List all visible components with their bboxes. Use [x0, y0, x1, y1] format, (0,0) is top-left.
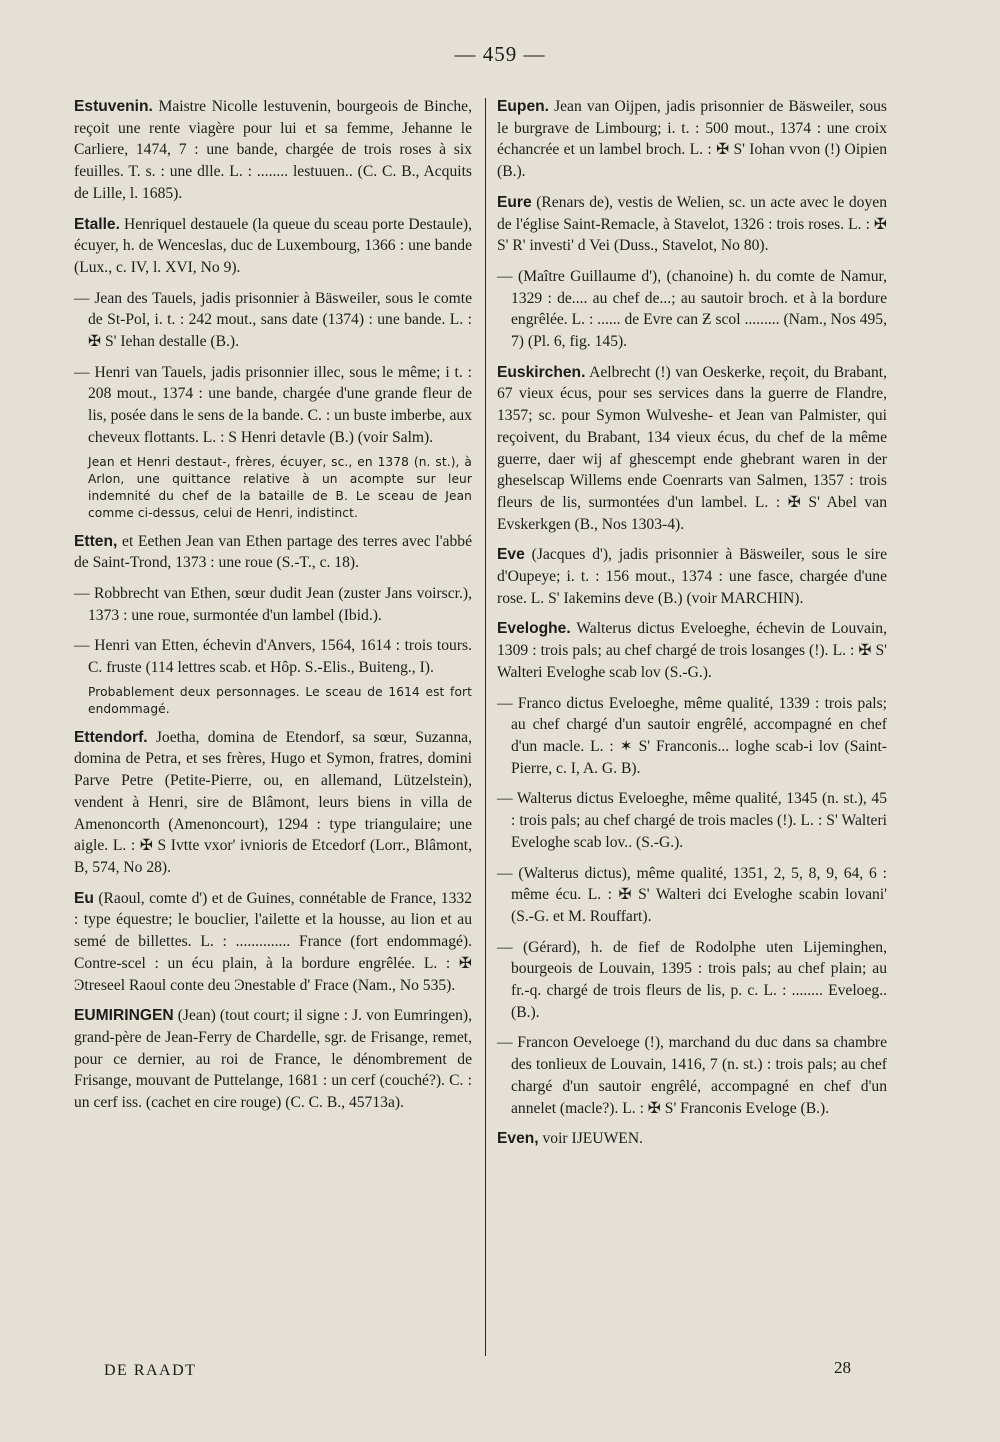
entry — [74, 96, 472, 205]
sub-entry — [497, 788, 887, 853]
footer-signature: 28 — [834, 1358, 851, 1377]
entry — [497, 96, 887, 183]
sub-entry — [497, 937, 887, 1024]
footnote — [88, 454, 472, 522]
sub-entry-text: — Henri van Etten, échevin d'Anvers, 1564, 1614 : trois tours. C. fruste (114 lettres scab. et Hôp. S.-Elis., Buiteng., I). — [74, 637, 472, 677]
entry-text: Maistre Nicolle lestuvenin, bourgeois de Binche, reçoit une rente viagère pour lui et sa femme, Jehanne le Carliere, 1474, 7 : une bande, chargée de trois roses à six feuilles. T. s. : une dlle. L. : ........ lestuuen.. (C. C. B., Acquits de Lille, l. 1685). — [74, 98, 472, 202]
sub-entry-text: — Jean des Tauels, jadis prisonnier à Bäsweiler, sous le comte de St-Pol, i. t. : 242 mout., sans date (1374) : une bande. L. : ✠ S' Iehan destalle (B.). — [74, 289, 472, 351]
sub-entry — [74, 583, 472, 626]
entry-headword: Estuvenin. — [74, 98, 153, 115]
column-divider — [485, 98, 486, 1356]
sub-entry — [497, 863, 887, 928]
page-number: — 459 — — [454, 42, 546, 66]
footnote-text: Probablement deux personnages. Le sceau de 1614 est fort endommagé. — [88, 684, 472, 716]
entry-headword: Eveloghe. — [497, 620, 571, 638]
entry-text: (Raoul, comte d') et de Guines, connétable de France, 1332 : type équestre; le bouclier, l'ailette et la housse, au lion et au semé de billettes. L. : .............. France (fort endommagé). Contre-scel : un écu plain, à la bordure engrêlée. L. : ✠ Ͽtreseel Raoul conte deu Ͽnestable d' Frace (Nam., No 535). — [74, 889, 472, 994]
entry-headword: Eve — [497, 546, 525, 564]
entry-headword: Eu — [74, 889, 94, 907]
entry-headword: Etalle. — [74, 215, 120, 233]
sub-entry-text: — (Maître Guillaume d'), (chanoine) h. du comte de Namur, 1329 : de.... au chef de...; au sautoir broch. et à la bordure engrêlée. L. : ...... de Evre can Ƶ scol ......... (Nam., Nos 495, 7) (Pl. 6, fig. 145). — [497, 267, 887, 351]
sub-entry — [497, 693, 887, 780]
entry-headword: Even, — [497, 1130, 539, 1148]
entry — [74, 214, 472, 279]
entry-headword: Euskirchen. — [497, 363, 586, 381]
entry-text: (Jean) (tout court; il signe : J. von Eumringen), grand-père de Jean-Ferry de Chardelle, sgr. de Frisange, remet, pour ce dernier, au roi de France, le dénombrement de Frisange, mouvant de Puttelange, 1681 : un cerf (couché?). C. : un cerf iss. (cachet en cire rouge) (C. C. B., 45713a). — [74, 1007, 472, 1112]
footnote-text: Jean et Henri destaut‑, frères, écuyer, sc., en 1378 (n. st.), à Arlon, une quittance relative à un acompte sur leur indemnité du chef de la bataille de B. Le sceau de Jean comme ci-dessus, celui de Henri, indistinct. — [88, 454, 472, 520]
sub-entry-text: — Henri van Tauels, jadis prisonnier illec, sous le même; i t. : 208 mout., 1374 : une bande, chargée d'une grande fleur de lis, posée dans le sens de la bande. C. : un buste imberbe, aux cheveux flottants. L. : S Henri detavle (B.) (voir Salm). — [74, 363, 472, 446]
sub-entry-text: — (Walterus dictus), même qualité, 1351, 2, 5, 8, 9, 64, 6 : même écu. L. : ✠ S' Walteri dci Eveloghe scabin lovani' (S.-G. et M. Rouffart). — [497, 864, 887, 925]
sub-entry — [497, 1032, 887, 1119]
entry-text: voir IJEUWEN. — [538, 1130, 643, 1148]
sub-entry-text: — Franco dictus Eveloeghe, même qualité, 1339 : trois pals; au chef chargé d'un sautoir engrêlé, accompagné en chef d'un macle. L. : ✶ S' Franconis... loghe scab‑i lov (Saint-Pierre, c. I, A. G. B). — [497, 694, 887, 777]
sub-entry — [74, 362, 472, 449]
entry-text: Joetha, domina de Etendorf, sa sœur, Suzanna, domina de Petra, et ses frères, Hugo et Symon, fratres, domini Parve Petre (Petite-Pierre, ou, en allemand, Lützelstein), vendent à Henri, sire de Blâmont, leurs biens in villa de Amenoncorth (Amenoncourt), 1294 : type triangulaire; une aigle. L. : ✠ S Ivtte vxor' ivnioris de Etcedorf (Lorr., Blâmont, B, 574, No 28). — [74, 728, 472, 876]
entry — [74, 531, 472, 574]
entry-headword: Eure — [497, 193, 532, 211]
entry — [74, 727, 472, 879]
entry — [497, 544, 887, 609]
entry — [74, 1005, 472, 1114]
entry-text: Walterus dictus Eveloeghe, échevin de Louvain, 1309 : trois pals; au chef chargé de trois losanges (!). L. : ✠ S' Walteri Eveloghe scab lov (S.-G.). — [497, 620, 887, 681]
sub-entry-text: — (Gérard), h. de fief de Rodolphe uten Lijeminghen, bourgeois de Louvain, 1395 : trois pals; au chef plain; au fr.-q. chargé de trois fleurs de lis, p. c. L. : ........ Eveloeg.. (B.). — [497, 938, 887, 1021]
entry — [497, 618, 887, 683]
entry-text: et Eethen Jean van Ethen partage des terres avec l'abbé de Saint-Trond, 1373 : une roue (S.-T., c. 18). — [74, 532, 472, 572]
entry-text: Jean van Oijpen, jadis prisonnier de Bäsweiler, sous le burgrave de Limbourg; i. t. : 500 mout., 1374 : une croix échancrée et un lambel broch. L. : ✠ S' Iohan vvon (!) Oipien (B.). — [497, 98, 887, 181]
footnote — [88, 684, 472, 718]
entry-text: (Renars de), vestis de Welien, sc. un acte avec le doyen de l'église Saint-Remacle, à Stavelot, 1326 : trois roses. L. : ✠ S' R' investi' d Vei (Duss., Stavelot, No 80). — [497, 193, 887, 255]
entry-headword: Etten, — [74, 532, 118, 550]
entry-headword: Ettendorf. — [74, 728, 148, 746]
entry-text: Henriquel destauele (la queue du sceau porte Destaule), écuyer, h. de Wenceslas, duc de Luxembourg, 1366 : une bande (Lux., c. IV, l. XVI, No 9). — [74, 215, 472, 276]
entry — [497, 1128, 887, 1150]
entry-headword: EUMIRINGEN — [74, 1007, 174, 1025]
footer-author: DE RAADT — [104, 1362, 197, 1379]
entry — [74, 888, 472, 997]
entry — [497, 192, 887, 257]
sub-entry-text: — Walterus dictus Eveloeghe, même qualité, 1345 (n. st.), 45 : trois pals; au chef chargé de trois macles (!). L. : S' Walteri Eveloghe scab lov.. (S.-G.). — [497, 790, 887, 851]
sub-entry — [74, 288, 472, 353]
sub-entry-text: — Francon Oeveloege (!), marchand du duc dans sa chambre des tonlieux de Louvain, 1416, 7 (n. st.) : trois pals; au chef chargé d'un sautoir engrêlé, accompagné en chef d'un annelet (macle?). L. : ✠ S' Franconis Eveloge (B.). — [497, 1034, 887, 1117]
right-column — [497, 96, 887, 1159]
entry-text: Aelbrecht (!) van Oeskerke, reçoit, du Brabant, 67 vieux écus, pour ses services dans la guerre de Flandre, 1357; sc. pour Symon Wulveshe‑ et Jean van Palmister, qui reçoivent, du Brabant, 134 vieux écus, du chef de la même guerre, daer wij af ghescempt ende ghebrant waren in der gheselscap Willems ende Coenrarts van Salmen, 1357 : trois fleurs de lis, surmontées d'un lambel. L. : ✠ S' Abel van Evskerkgen (B., Nos 1303-4). — [497, 363, 887, 533]
entry-text: (Jacques d'), jadis prisonnier à Bäsweiler, sous le sire d'Oupeye; i. t. : 156 mout., 1374 : une fasce, chargée d'une rose. L. S' Iakemins deve (B.) (voir MARCHIN). — [497, 546, 887, 607]
entry-headword: Eupen. — [497, 98, 549, 115]
sub-entry — [497, 266, 887, 353]
left-column — [74, 96, 472, 1123]
entry — [497, 362, 887, 536]
sub-entry — [74, 635, 472, 678]
sub-entry-text: — Robbrecht van Ethen, sœur dudit Jean (zuster Jans voirscr.), 1373 : une roue, surmontée d'un lambel (Ibid.). — [74, 584, 472, 624]
